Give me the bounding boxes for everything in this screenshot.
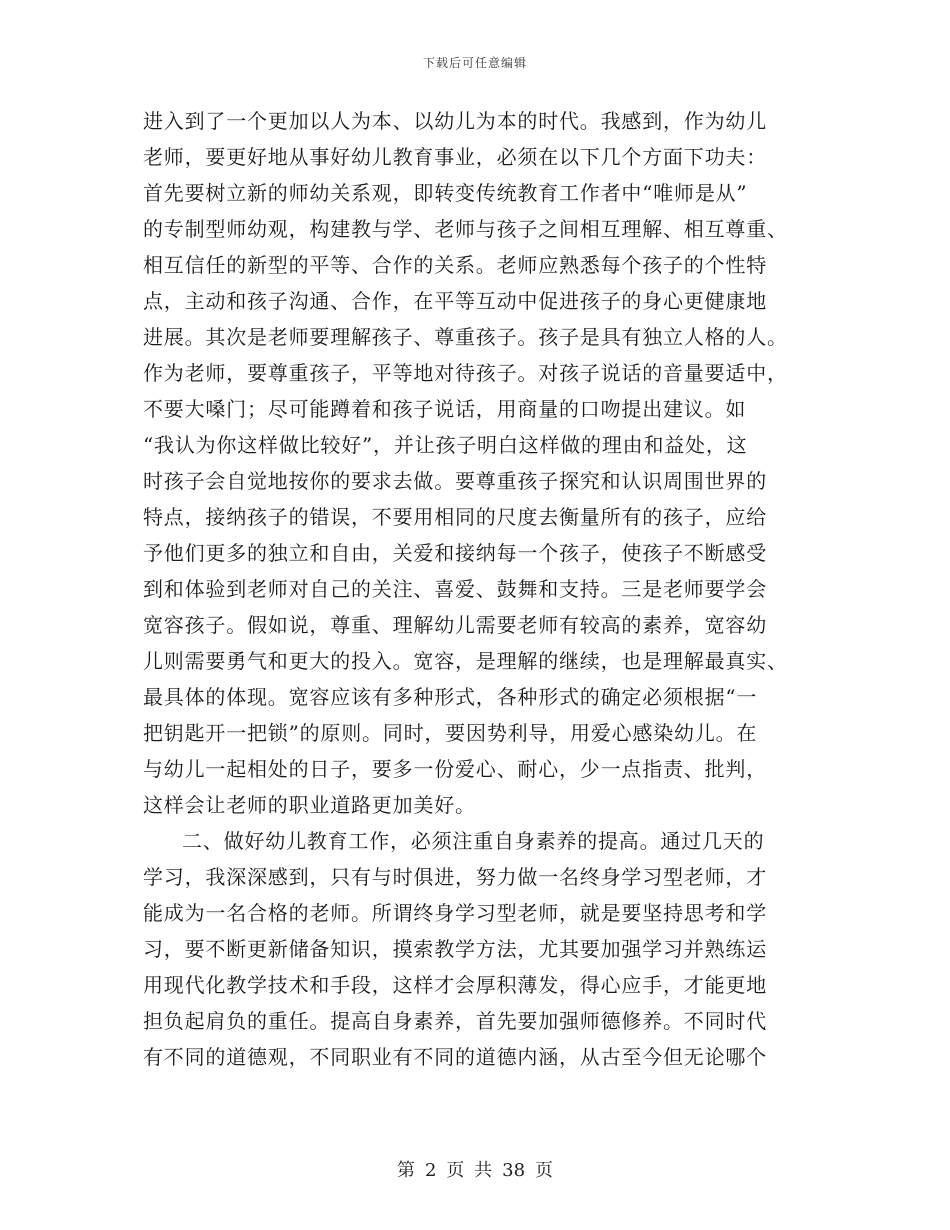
paragraph-line: 进入到了一个更加以人为本、以幼儿为本的时代。我感到，作为幼儿 bbox=[143, 109, 767, 133]
paragraph-line: 能成为一名合格的老师。所谓终身学习型老师，就是要坚持思考和学 bbox=[143, 901, 767, 925]
paragraph-line: 时孩子会自觉地按你的要求去做。要尊重孩子探究和认识周围世界的 bbox=[143, 469, 767, 493]
paragraph-line: 儿则需要勇气和更大的投入。宽容，是理解的继续，也是理解最真实、 bbox=[143, 649, 788, 673]
paragraph-line: 老师，要更好地从事好幼儿教育事业，必须在以下几个方面下功夫： bbox=[143, 145, 767, 169]
paragraph-line: 相互信任的新型的平等、合作的关系。老师应熟悉每个孩子的个性特 bbox=[143, 253, 767, 277]
paragraph-line: 用现代化教学技术和手段，这样才会厚积薄发，得心应手，才能更地 bbox=[143, 973, 767, 997]
page-header: 下载后可任意编辑 bbox=[422, 56, 527, 70]
paragraph-line: 到和体验到老师对自己的关注、喜爱、鼓舞和支持。三是老师要学会 bbox=[143, 577, 767, 601]
paragraph-line: 宽容孩子。假如说，尊重、理解幼儿需要老师有较高的素养，宽容幼 bbox=[143, 613, 767, 637]
paragraph-line: 习，要不断更新储备知识，摸索教学方法，尤其要加强学习并熟练运 bbox=[143, 937, 767, 961]
paragraph-line: 这样会让老师的职业道路更加美好。 bbox=[143, 793, 476, 817]
paragraph-line: 不要大嗓门；尽可能蹲着和孩子说话，用商量的口吻提出建议。如 bbox=[143, 397, 747, 421]
footer-suffix: 页 bbox=[535, 1160, 554, 1181]
paragraph-line: 学习，我深深感到，只有与时俱进，努力做一名终身学习型老师，才 bbox=[143, 865, 767, 889]
paragraph-line: 点，主动和孩子沟通、合作，在平等互动中促进孩子的身心更健康地 bbox=[143, 289, 767, 313]
paragraph-line: 作为老师，要尊重孩子，平等地对待孩子。对孩子说话的音量要适中， bbox=[143, 361, 788, 385]
paragraph-line: 的专制型师幼观，构建教与学、老师与孩子之间相互理解、相互尊重、 bbox=[143, 217, 788, 241]
paragraph-line: “我认为你这样做比较好”，并让孩子明白这样做的理由和益处，这 bbox=[143, 433, 748, 457]
paragraph-line: 予他们更多的独立和自由，关爱和接纳每一个孩子，使孩子不断感受 bbox=[143, 541, 767, 565]
paragraph-line: 进展。其次是老师要理解孩子、尊重孩子。孩子是具有独立人格的人。 bbox=[143, 325, 788, 349]
paragraph-line: 有不同的道德观，不同职业有不同的道德内涵，从古至今但无论哪个 bbox=[143, 1045, 767, 1069]
page-footer bbox=[0, 1156, 950, 1182]
paragraph-line: 首先要树立新的师幼关系观，即转变传统教育工作者中“唯师是从” bbox=[143, 181, 748, 205]
paragraph-line: 把钥匙开一把锁”的原则。同时，要因势利导，用爱心感染幼儿。在 bbox=[143, 721, 758, 745]
total-pages: 38 bbox=[502, 1160, 526, 1181]
page-number: 2 bbox=[424, 1160, 437, 1181]
paragraph-line: 担负起肩负的重任。提高自身素养，首先要加强师德修养。不同时代 bbox=[143, 1009, 767, 1033]
paragraph-line: 与幼儿一起相处的日子，要多一份爱心、耐心，少一点指责、批判， bbox=[143, 757, 767, 781]
paragraph-line: 特点，接纳孩子的错误，不要用相同的尺度去衡量所有的孩子，应给 bbox=[143, 505, 767, 529]
footer-prefix: 第 bbox=[396, 1160, 415, 1181]
paragraph-line: 二、做好幼儿教育工作，必须注重自身素养的提高。通过几天的 bbox=[182, 829, 765, 853]
paragraph-line: 最具体的体现。宽容应该有多种形式，各种形式的确定必须根据“一 bbox=[143, 685, 758, 709]
footer-middle: 页 共 bbox=[446, 1160, 493, 1181]
